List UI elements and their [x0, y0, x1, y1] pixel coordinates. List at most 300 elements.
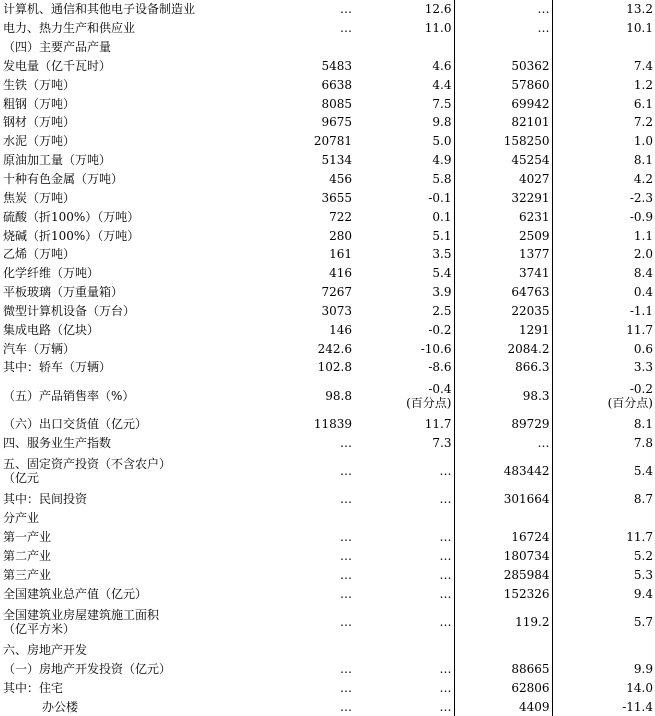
row-label-text: 电力、热力生产和供应业	[3, 21, 136, 36]
cell-value: 119.2	[515, 614, 550, 629]
cell-v4	[552, 170, 655, 189]
cell-v2	[354, 584, 454, 603]
cell-v1	[252, 132, 354, 151]
cell-value: 3.3	[633, 360, 653, 375]
cell-v1	[252, 452, 354, 490]
cell-v2	[354, 302, 454, 321]
row-label	[0, 302, 252, 321]
row-label-text: 办公楼	[42, 699, 79, 714]
table-row	[0, 358, 655, 377]
cell-v3	[454, 283, 552, 302]
cell-value: 7.2	[633, 115, 653, 130]
cell-v3	[454, 94, 552, 113]
table-row	[0, 207, 655, 226]
cell-v1	[252, 377, 354, 415]
row-label	[0, 226, 252, 245]
cell-v3	[454, 377, 552, 415]
cell-v3	[454, 75, 552, 94]
cell-v1	[252, 302, 354, 321]
cell-v3	[454, 528, 552, 547]
cell-value: 180734	[503, 548, 550, 563]
cell-v2	[354, 151, 454, 170]
cell-value: 722	[329, 209, 352, 224]
row-label	[0, 641, 252, 660]
cell-value: 4.6	[432, 58, 452, 73]
cell-value: …	[439, 614, 452, 629]
cell-value: 2.5	[432, 303, 452, 318]
cell-v2	[354, 75, 454, 94]
cell-v4	[552, 452, 655, 490]
cell-value: 11.7	[626, 530, 653, 545]
cell-value: 45254	[511, 153, 550, 168]
row-label-text: （五）产品销售率（%）	[3, 388, 135, 403]
cell-v2	[354, 113, 454, 132]
table-row	[0, 113, 655, 132]
cell-v2	[354, 528, 454, 547]
cell-value: -0.9	[629, 209, 653, 224]
cell-v2	[354, 207, 454, 226]
table-row	[0, 188, 655, 207]
cell-v4	[552, 302, 655, 321]
cell-value: 8085	[321, 96, 352, 111]
cell-value: …	[340, 567, 352, 582]
cell-v4	[552, 151, 655, 170]
cell-v1	[252, 546, 354, 565]
row-label	[0, 0, 252, 19]
cell-v2	[354, 509, 454, 528]
cell-v3	[454, 490, 552, 509]
cell-value: 1377	[518, 247, 550, 262]
cell-v3	[454, 433, 552, 452]
cell-value: 7.4	[633, 58, 653, 73]
cell-v3	[454, 188, 552, 207]
cell-v3	[454, 245, 552, 264]
row-label	[0, 132, 252, 151]
table-row	[0, 320, 655, 339]
cell-value: 5.0	[432, 134, 452, 149]
row-label	[0, 697, 252, 716]
cell-value: 3741	[518, 266, 550, 281]
cell-value: 9675	[321, 115, 352, 130]
row-label	[0, 113, 252, 132]
cell-value: 4.2	[633, 172, 653, 187]
cell-value: 2.0	[633, 247, 653, 262]
cell-value: 6231	[518, 209, 550, 224]
cell-value: 9.8	[432, 115, 452, 130]
cell-v3	[454, 584, 552, 603]
row-label	[0, 377, 252, 415]
cell-value: 5.2	[633, 548, 653, 563]
cell-v2	[354, 38, 454, 57]
cell-v2	[354, 603, 454, 641]
cell-v3	[454, 415, 552, 434]
cell-value: …	[340, 680, 352, 695]
table-row	[0, 57, 655, 76]
cell-value: 0.6	[633, 341, 653, 356]
row-label	[0, 339, 252, 358]
cell-v2	[354, 94, 454, 113]
cell-value: 6.1	[633, 96, 653, 111]
cell-v1	[252, 94, 354, 113]
cell-v4	[552, 358, 655, 377]
cell-value: 5.4	[432, 266, 452, 281]
cell-value: 62806	[511, 680, 550, 695]
row-label	[0, 57, 252, 76]
cell-v4	[552, 697, 655, 716]
cell-value: 242.6	[317, 341, 352, 356]
row-label-text: 化学纤维（万吨）	[3, 266, 100, 281]
cell-value: 3655	[321, 190, 352, 205]
cell-v1	[252, 339, 354, 358]
cell-v4	[552, 584, 655, 603]
cell-value: …	[439, 586, 452, 601]
cell-v2	[354, 358, 454, 377]
table-row	[0, 509, 655, 528]
cell-value: …	[439, 680, 452, 695]
row-label	[0, 603, 252, 641]
cell-v3	[454, 660, 552, 679]
cell-value: 1291	[518, 322, 550, 337]
cell-v1	[252, 584, 354, 603]
row-label	[0, 452, 252, 490]
cell-value: 2084.2	[507, 341, 550, 356]
cell-value: 285984	[503, 567, 550, 582]
cell-value: 483442	[503, 464, 550, 479]
cell-v3	[454, 697, 552, 716]
row-label-text-line2: （亿元	[3, 471, 40, 486]
cell-value: …	[537, 2, 550, 17]
cell-value: 20781	[313, 134, 352, 149]
cell-value: 98.3	[522, 388, 550, 403]
cell-v2	[354, 339, 454, 358]
table-row	[0, 433, 655, 452]
row-label-text-line2: （亿平方米）	[3, 621, 76, 636]
cell-v4	[552, 490, 655, 509]
table-row	[0, 490, 655, 509]
cell-v1	[252, 490, 354, 509]
row-label	[0, 678, 252, 697]
row-label-text: 其中：民间投资	[3, 492, 88, 507]
row-label	[0, 188, 252, 207]
cell-value: 11839	[313, 416, 352, 431]
cell-value: 8.1	[633, 416, 653, 431]
cell-value: 11.7	[424, 416, 452, 431]
cell-value: 158250	[503, 134, 550, 149]
cell-value: -11.4	[622, 699, 653, 714]
row-label	[0, 415, 252, 434]
row-label	[0, 19, 252, 38]
row-label-text: 四、服务业生产指数	[3, 435, 112, 450]
cell-v4	[552, 678, 655, 697]
cell-v4	[552, 641, 655, 660]
cell-value: 5.3	[633, 567, 653, 582]
cell-v1	[252, 641, 354, 660]
cell-value: 146	[329, 322, 352, 337]
row-label-text: 计算机、通信和其他电子设备制造业	[3, 2, 196, 17]
cell-v1	[252, 75, 354, 94]
cell-value: 5483	[321, 58, 352, 73]
row-label-text: 五、固定资产投资（不含农户）	[3, 457, 172, 472]
cell-value: 69942	[511, 96, 550, 111]
cell-v3	[454, 603, 552, 641]
row-label-text: （一）房地产开发投资（亿元）	[3, 661, 172, 676]
cell-value: 3073	[321, 303, 352, 318]
cell-v3	[454, 132, 552, 151]
row-label	[0, 660, 252, 679]
row-label	[0, 38, 252, 57]
cell-value: 4027	[518, 172, 550, 187]
table-row	[0, 94, 655, 113]
row-label-text: 其中：住宅	[3, 680, 64, 695]
table-row	[0, 660, 655, 679]
row-label	[0, 433, 252, 452]
table-row	[0, 603, 655, 641]
cell-v2	[354, 565, 454, 584]
cell-v3	[454, 358, 552, 377]
cell-v1	[252, 697, 354, 716]
cell-v4	[552, 603, 655, 641]
table-row	[0, 697, 655, 716]
table-row	[0, 226, 655, 245]
cell-value: 280	[329, 228, 352, 243]
row-label	[0, 151, 252, 170]
cell-value: 9.9	[633, 661, 653, 676]
row-label	[0, 264, 252, 283]
cell-value: 4409	[518, 699, 550, 714]
cell-value: 11.7	[626, 322, 653, 337]
cell-v1	[252, 528, 354, 547]
cell-v2	[354, 264, 454, 283]
row-label	[0, 75, 252, 94]
cell-v1	[252, 264, 354, 283]
cell-v2	[354, 452, 454, 490]
cell-v3	[454, 565, 552, 584]
cell-v3	[454, 0, 552, 19]
cell-v2	[354, 132, 454, 151]
cell-value: 8.4	[633, 266, 653, 281]
cell-value: …	[439, 492, 452, 507]
cell-value: …	[340, 530, 352, 545]
cell-value: 5.4	[633, 464, 653, 479]
cell-value: 57860	[511, 77, 550, 92]
table-row	[0, 132, 655, 151]
cell-v2	[354, 641, 454, 660]
cell-value: 5134	[321, 153, 352, 168]
cell-v2	[354, 19, 454, 38]
row-label-text: 汽车（万辆）	[3, 341, 76, 356]
row-label-text: 焦炭（万吨）	[3, 190, 76, 205]
row-label-text: 乙烯（万吨）	[3, 247, 76, 262]
cell-unit-note: (百分点)	[406, 395, 452, 410]
cell-value: 161	[329, 247, 352, 262]
cell-v4	[552, 94, 655, 113]
row-label-text: 第二产业	[3, 548, 52, 563]
row-label	[0, 245, 252, 264]
cell-value: 102.8	[317, 360, 352, 375]
cell-v4	[552, 528, 655, 547]
cell-v3	[454, 226, 552, 245]
cell-v3	[454, 452, 552, 490]
cell-value: 14.0	[626, 680, 653, 695]
cell-value: 3.9	[432, 285, 452, 300]
cell-v1	[252, 320, 354, 339]
cell-v4	[552, 207, 655, 226]
row-label-text: 全国建筑业总产值（亿元）	[3, 586, 148, 601]
cell-value: 7.5	[432, 96, 452, 111]
row-label	[0, 320, 252, 339]
cell-v4	[552, 377, 655, 415]
table-row	[0, 678, 655, 697]
cell-v4	[552, 226, 655, 245]
cell-v4	[552, 245, 655, 264]
cell-v2	[354, 245, 454, 264]
row-label	[0, 490, 252, 509]
cell-v1	[252, 660, 354, 679]
cell-v2	[354, 170, 454, 189]
cell-unit-note: (百分点)	[607, 395, 653, 410]
cell-v1	[252, 358, 354, 377]
cell-value: 1.1	[633, 228, 653, 243]
cell-v3	[454, 19, 552, 38]
row-label-text: 微型计算机设备（万台）	[3, 303, 136, 318]
cell-v2	[354, 678, 454, 697]
cell-v4	[552, 433, 655, 452]
cell-value: 12.6	[424, 2, 452, 17]
cell-value: …	[439, 567, 452, 582]
row-label-text: 全国建筑业房屋建筑施工面积	[3, 607, 160, 622]
table-row	[0, 151, 655, 170]
cell-v4	[552, 19, 655, 38]
row-label	[0, 584, 252, 603]
cell-v1	[252, 603, 354, 641]
cell-value: 301664	[503, 492, 550, 507]
table-row	[0, 452, 655, 490]
cell-v4	[552, 509, 655, 528]
cell-v4	[552, 415, 655, 434]
table-row	[0, 264, 655, 283]
cell-v1	[252, 113, 354, 132]
cell-v1	[252, 509, 354, 528]
table-row	[0, 339, 655, 358]
cell-value: 4.9	[432, 153, 452, 168]
cell-value: 416	[329, 266, 352, 281]
row-label	[0, 509, 252, 528]
cell-v4	[552, 132, 655, 151]
cell-value: 0.1	[432, 209, 452, 224]
row-label	[0, 565, 252, 584]
cell-value: 13.2	[626, 2, 653, 17]
cell-v1	[252, 283, 354, 302]
cell-value: 9.4	[633, 586, 653, 601]
row-label-text: 第三产业	[3, 567, 52, 582]
cell-v2	[354, 188, 454, 207]
cell-value: 32291	[511, 190, 550, 205]
cell-v1	[252, 245, 354, 264]
cell-v4	[552, 565, 655, 584]
row-label-text: 分产业	[3, 511, 40, 526]
row-label-text: 烧碱（折100%）（万吨）	[3, 228, 140, 243]
cell-value: …	[340, 699, 352, 714]
cell-value: 8.7	[633, 492, 653, 507]
cell-value: …	[439, 699, 452, 714]
cell-value: …	[439, 548, 452, 563]
cell-value: 7.8	[633, 435, 653, 450]
cell-v4	[552, 188, 655, 207]
table-row	[0, 565, 655, 584]
cell-value: 88665	[511, 661, 550, 676]
cell-value: …	[537, 21, 550, 36]
cell-v1	[252, 38, 354, 57]
row-label-text: （四）主要产品产量	[3, 40, 112, 55]
table-row	[0, 415, 655, 434]
cell-v2	[354, 697, 454, 716]
cell-value: 0.4	[633, 285, 653, 300]
cell-v1	[252, 57, 354, 76]
row-label	[0, 528, 252, 547]
cell-v4	[552, 660, 655, 679]
cell-v3	[454, 546, 552, 565]
cell-v1	[252, 207, 354, 226]
cell-value: -0.4	[428, 381, 452, 396]
cell-v3	[454, 339, 552, 358]
cell-v3	[454, 678, 552, 697]
table-row	[0, 245, 655, 264]
cell-v3	[454, 151, 552, 170]
row-label-text: （六）出口交货值（亿元）	[3, 416, 148, 431]
cell-value: 98.8	[325, 388, 352, 403]
table-row	[0, 528, 655, 547]
table-row	[0, 546, 655, 565]
cell-value: 7.3	[432, 435, 452, 450]
cell-value: …	[340, 464, 352, 479]
cell-value: 50362	[511, 58, 550, 73]
cell-v2	[354, 0, 454, 19]
table-row	[0, 377, 655, 415]
row-label-text: 平板玻璃（万重量箱）	[3, 285, 124, 300]
cell-value: …	[439, 464, 452, 479]
row-label-text: 钢材（万吨）	[3, 115, 76, 130]
cell-value: 1.0	[633, 134, 653, 149]
row-label-text: 十种有色金属（万吨）	[3, 172, 124, 187]
row-label-text: 生铁（万吨）	[3, 77, 76, 92]
table-row	[0, 302, 655, 321]
cell-value: 2509	[518, 228, 550, 243]
cell-value: -0.2	[428, 322, 452, 337]
cell-value: 11.0	[424, 21, 452, 36]
cell-v3	[454, 264, 552, 283]
cell-v3	[454, 641, 552, 660]
cell-value: 7267	[321, 285, 352, 300]
cell-v2	[354, 226, 454, 245]
row-label	[0, 207, 252, 226]
table-row	[0, 283, 655, 302]
cell-value: 82101	[511, 115, 550, 130]
row-label	[0, 283, 252, 302]
cell-value: …	[340, 548, 352, 563]
cell-v1	[252, 226, 354, 245]
cell-v4	[552, 264, 655, 283]
cell-value: 1.2	[633, 77, 653, 92]
cell-value: 89729	[511, 416, 550, 431]
table-row	[0, 170, 655, 189]
cell-v2	[354, 490, 454, 509]
row-label	[0, 170, 252, 189]
cell-v3	[454, 38, 552, 57]
cell-value: …	[340, 661, 352, 676]
cell-v4	[552, 57, 655, 76]
cell-value: …	[439, 530, 452, 545]
cell-value: …	[340, 21, 352, 36]
